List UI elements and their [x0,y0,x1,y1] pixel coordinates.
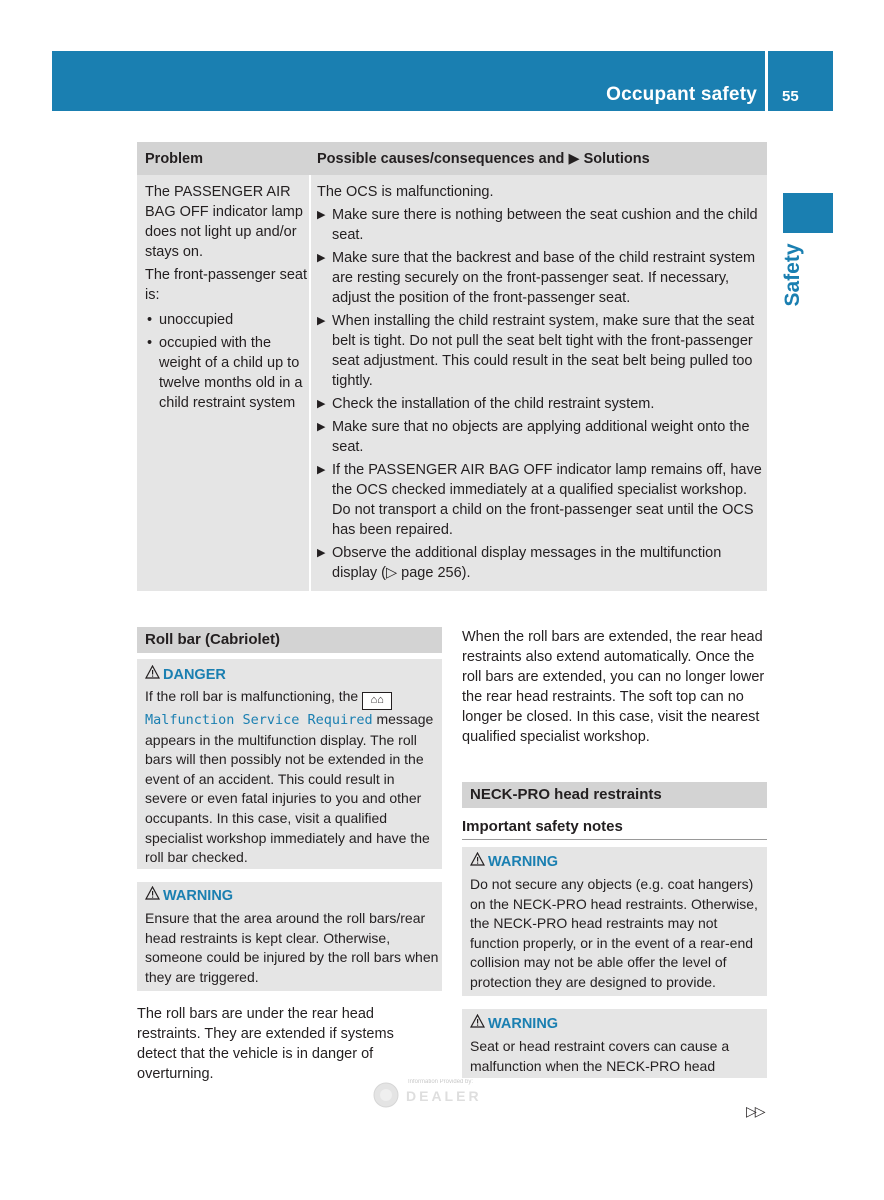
continue-marker: ▷▷ [746,1103,764,1119]
extension-paragraph: When the roll bars are extended, the rear head restraints also extend automatically. Once the roll bars are extended, you can no longer lower the rear head restraints. The soft top can no longer be closed. In this case, visit the nearest qualified specialist workshop. [462,629,765,745]
list-item: • unoccupied [145,310,307,330]
column-divider [309,175,311,591]
warning-text: Do not secure any objects (e.g. coat hangers) on the NECK-PRO head restraints. Otherwise, the NECK-PRO head restraints may not function properly, or in the event of a rear-end collision may not be able offer the level of protection they are designed to provide. [470,876,758,990]
display-message: Malfunction Service Required [145,712,373,728]
warning-label-text: WARNING [163,888,234,904]
problem-text: The PASSENGER AIR BAG OFF indicator lamp does not light up and/or stays on. [145,184,303,260]
solution-step [317,417,765,457]
arrow-icon: ▶ [317,421,326,433]
problem-bullet-list [145,310,307,413]
problem-cell [145,182,307,416]
section-heading-text: NECK-PRO head restraints [470,786,662,803]
roll-bar-paragraph: The roll bars are under the rear head restraints. They are extended if systems detect that the vehicle is in danger of overturning. [137,1006,394,1082]
column-header-problem: Problem [145,151,204,167]
page-number-box [768,51,833,111]
solution-text: Check the installation of the child restraint system. [332,396,655,412]
roll-bar-display-icon: ⌂⌂ [362,692,392,710]
arrow-icon: ▶ [317,398,326,410]
arrow-icon: ▶ [317,252,326,264]
solution-text: When installing the child restraint system, make sure that the seat belt is tight. Do not pull the seat belt tight with the front-passenger seat adjustment. This could result in the seat belt being pulled too tightly. [332,313,755,389]
warning-triangle-icon [145,886,163,904]
warning-text: Ensure that the area around the roll bars/rear head restraints is kept clear. Otherwise, someone could be injured by the roll bars when they are triggered. [145,910,439,985]
arrow-icon: ▶ [317,209,326,221]
warning-label [470,1014,558,1032]
page-title: Occupant safety [606,84,757,105]
danger-label [145,665,226,683]
list-item: • occupied with the weight of a child up to twelve months old in a child restraint system [145,333,307,413]
arrow-icon: ▶ [317,464,326,476]
solution-text: If the PASSENGER AIR BAG OFF indicator lamp remains off, have the OCS checked immediately at a qualified specialist workshop. Do not transport a child on the front-passenger seat until the OCS has been repaired. [332,462,762,538]
danger-text-end: message appears in the multifunction display. The roll bars will then possibly not be extended in the event of an accident. This could result in severe or even fatal injuries to you and other occupants. In this case, visit a qualified specialist workshop immediately and have the roll bar checked. [145,711,434,866]
solution-text: Make sure there is nothing between the seat cushion and the child seat. [332,207,758,243]
danger-label-text: DANGER [163,667,226,683]
solution-text: Make sure that the backrest and base of the child restraint system are resting securely on the front-passenger seat. If necessary, adjust the position of the front-passenger seat. [332,250,756,306]
solution-step [317,460,765,540]
watermark-line2: DEALER [406,1088,482,1104]
warning-triangle-icon [145,665,163,683]
solution-step [317,205,765,245]
column-header-causes: Possible causes/consequences and ▶ Solutions [317,151,650,167]
danger-text [145,687,439,868]
page-number: 55 [782,88,799,105]
solution-step [317,311,765,391]
arrow-icon: ▶ [317,547,326,559]
subheading-safety-notes [462,818,767,840]
solution-text: Observe the additional display messages in the multifunction display (▷ page 256). [332,545,722,581]
dealer-watermark [370,1074,510,1110]
watermark-line1: Information Provided by: [408,1079,474,1085]
solution-step [317,394,765,414]
section-tab [768,235,818,315]
section-heading-neck-pro [462,782,767,808]
warning-label [470,852,558,870]
warning-triangle-icon [470,852,488,870]
subheading-text: Important safety notes [462,818,623,835]
section-tab-marker [783,193,833,233]
warning-label-text: WARNING [488,1016,559,1032]
solution-step [317,248,765,308]
section-heading-text: Roll bar (Cabriolet) [145,631,281,648]
warning-label-text: WARNING [488,854,559,870]
section-tab-label: Safety [781,243,804,307]
warning-text: Seat or head restraint covers can cause a malfunction when the NECK-PRO head [470,1038,730,1074]
causes-cell [317,182,765,586]
problem-text: The front-passenger seat is: [145,267,308,303]
solution-step [317,543,765,583]
solution-text: Make sure that no objects are applying additional weight onto the seat. [332,419,750,455]
section-heading-roll-bar [137,627,442,653]
warning-triangle-icon [470,1014,488,1032]
cause-text: The OCS is malfunctioning. [317,184,494,200]
arrow-icon: ▶ [317,315,326,327]
danger-text-start: If the roll bar is malfunctioning, the [145,688,363,704]
warning-label [145,886,233,904]
